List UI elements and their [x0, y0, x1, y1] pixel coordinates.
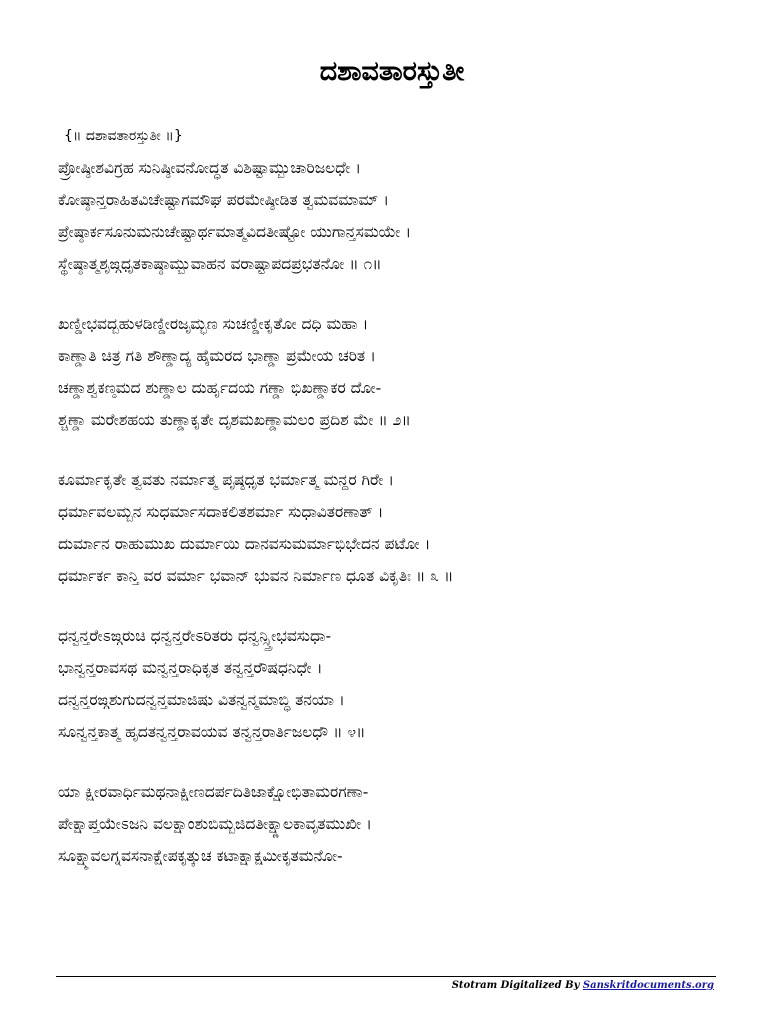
verse-line: ಖಣ್ಡೀಭವದ್ಬಹುಳಡಿಣ್ಡೀರಜೃಮ್ಭಣ ಸುಚಣ್ಡೀಕೃತೋ ದಧಿ ಮಹಾ ।: [58, 315, 369, 333]
verse-line: ಕಾಣ್ಡಾತಿ ಚಿತ್ರ ಗತಿ ಶೌಣ್ಡಾದ್ಯ ಹೈಮರದ ಭಾಣ್ಡಾ ಪ್ರಮೇಯ ಚರಿತ ।: [58, 347, 376, 365]
verse-line: ಧರ್ಮಾರ್ಕ ಕಾನ್ತಿ ವರ ವರ್ಮಾ ಭವಾನ್ ಭುವನ ನಿರ್ಮಾಣ ಧೂತ ವಿಕೃತಿಃ ॥ ೩ ॥: [58, 567, 454, 585]
footer-divider: [56, 976, 716, 977]
document-body: [58, 120, 748, 900]
sanskritdocuments-link[interactable]: Sanskritdocuments.org: [582, 980, 714, 991]
verse-line: ಸ್ಥೇಷ್ಠಾತ್ಮಶೃಙ್ಗಧೃತಕಾಷ್ಠಾಮ್ಬುವಾಹನ ವರಾಷ್ಟಾಪದಪ್ರಭತನೋ ॥ ೧॥: [58, 255, 382, 273]
verse-line: ಧರ್ಮಾವಲಮ್ಬನ ಸುಧರ್ಮಾಸದಾಕಲಿತಶರ್ಮಾ ಸುಧಾವಿತರಣಾತ್ ।: [58, 503, 384, 521]
verse-line: ದುರ್ಮಾನ ರಾಹುಮುಖ ದುರ್ಮಾಯಿ ದಾನವಸುಮರ್ಮಾಭಿಭೇದನ ಪಟೋ ।: [58, 535, 431, 553]
page-title: ದಶಾವತಾರಸ್ತುತೀ: [319, 56, 465, 87]
verse-line: ಭಾನ್ವನ್ತರಾವಸಥ ಮನ್ವನ್ತರಾಧಿಕೃತ ತನ್ವನ್ತರೌಷಧನಿಧೇ ।: [58, 659, 323, 677]
footer-credit: [452, 979, 714, 993]
verse-line: ಯಾ ಕ್ಷೀರವಾರ್ಧಿಮಥನಾಕ್ಷೀಣದರ್ಪದಿತಿಜಾಕ್ಷೋಭಿತಾಮರಗಣಾ-: [58, 783, 369, 801]
verse-heading: {॥ ದಶಾವತಾರಸ್ತುತೀ ॥}: [64, 128, 183, 144]
verse-line: ಕೋಷ್ಠಾನ್ತರಾಹಿತವಿಚೇಷ್ಟಾಗಮೌಘ ಪರಮೇಷ್ಠೀಡಿತ ತ್ವಮವಮಾಮ್ ।: [58, 191, 390, 209]
stanza-3: [58, 464, 748, 592]
footer-prefix: Stotram Digitalized By: [451, 980, 583, 991]
verse-line: ಪೇಕ್ಷಾಪ್ತಯೇಽಜನಿ ವಲಕ್ಷಾಂಶುಬಿಮ್ಬಜಿದತೀಕ್ಷ್ಣಾಲಕಾವೃತಮುಖೀ ।: [58, 815, 372, 833]
verse-line: ಚಣ್ಡಾಶ್ವಕಣ್ಠಮದ ಶುಣ್ಡಾಲ ದುರ್ಹೃದಯ ಗಣ್ಡಾ ಭಿಖಣ್ಡಾಕರ ದೋ-: [58, 379, 382, 397]
stanza-container: [58, 152, 748, 872]
verse-line: ಸೂನ್ವನ್ತಕಾತ್ಮ ಹೃದತನ್ವನ್ತರಾವಯವ ತನ್ವನ್ತರಾರ್ತಿಜಲಧೌ ॥ ೪॥: [58, 723, 366, 741]
verse-line: ಪ್ರೋಷ್ಠೀಶವಿಗ್ರಹ ಸುನಿಷ್ಠೀವನೋದ್ಧತ ವಿಶಿಷ್ಟಾಮ್ಬುಚಾರಿಜಲಧೇ ।: [58, 159, 362, 177]
verse-line: ಶ್ಚಣ್ಡಾ ಮರೇಶಹಯ ತುಣ್ಡಾಕೃತೇ ದೃಶಮಖಣ್ಡಾಮಲಂ ಪ್ರದಿಶ ಮೇ ॥ ೨॥: [58, 411, 411, 429]
stanza-1: [58, 152, 748, 280]
verse-line: ದನ್ವನ್ತರಙ್ಗಶುಗುದನ್ವನ್ತಮಾಜಿಷು ವಿತನ್ವನ್ಮಮಾಬ್ಧಿ ತನಯಾ ।: [58, 691, 345, 709]
verse-line: ಸೂಕ್ಷ್ಮಾವಲಗ್ನವಸನಾಕ್ಷೇಪಕೃತ್ಕುಚ ಕಟಾಕ್ಷಾಕ್ಷಮೀಕೃತಮನೋ-: [58, 847, 343, 865]
stanza-2: [58, 308, 748, 436]
verse-line: ಧನ್ವನ್ತರೇಽಙ್ಗರುಚಿ ಧನ್ವನ್ತರೇಽರಿತರು ಧನ್ವನ್ಸ್ತ್ರೀಭವಸುಧಾ-: [58, 627, 332, 645]
stanza-5: [58, 776, 748, 872]
verse-line: ಪ್ರೇಷ್ಠಾರ್ಕಸೂನುಮನುಚೇಷ್ಟಾರ್ಥಮಾತ್ಮವಿದತೀಷ್ಟೋ ಯುಗಾನ್ತಸಮಯೇ ।: [58, 223, 412, 241]
verse-line: ಕೂರ್ಮಾಕೃತೇ ತ್ವವತು ನರ್ಮಾತ್ಮ ಪೃಷ್ಠಧೃತ ಭರ್ಮಾತ್ಮ ಮನ್ದರ ಗಿರೇ ।: [58, 471, 395, 489]
stanza-4: [58, 620, 748, 748]
